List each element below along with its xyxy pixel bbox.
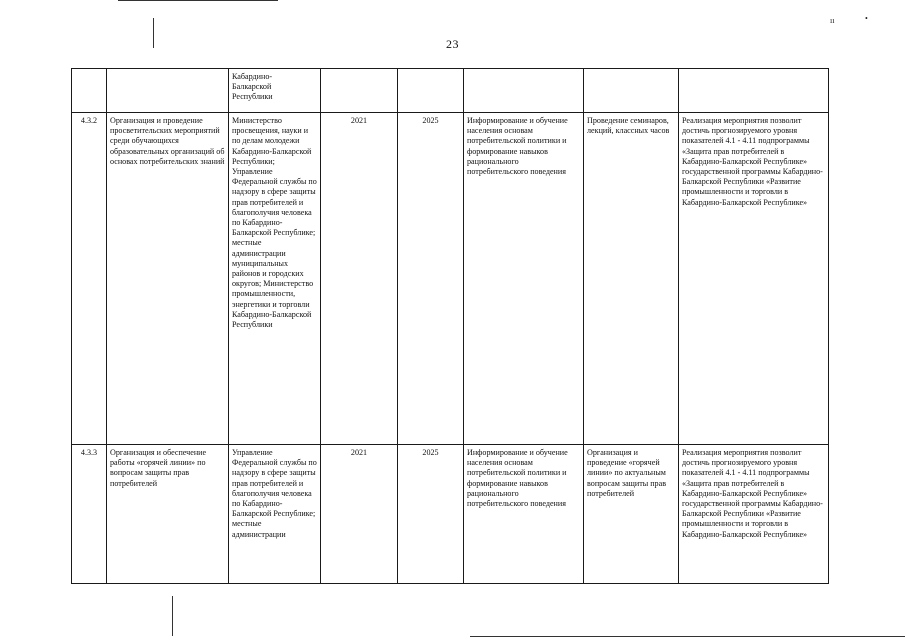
cell-number: 4.3.3	[72, 445, 107, 584]
scan-artifact-bottom-line	[470, 636, 905, 637]
scan-artifact-left-mark-lower	[172, 596, 173, 636]
cell-result: Реализация мероприятия позволит достичь прогнозируемого уровня показателей 4.1 - 4.11 подпрограммы «Защита прав потребителей в Кабардино-Балкарской Республике» государственной программы Кабардино-Балкарской Республики «Развитие промышленности и торговли в Кабардино-Балкарской Республике»	[679, 113, 829, 445]
cell-end-year: 2025	[398, 113, 464, 445]
cell-number	[72, 69, 107, 113]
cell-result	[679, 69, 829, 113]
cell-result: Реализация мероприятия позволит достичь прогнозируемого уровня показателей 4.1 - 4.11 подпрограммы «Защита прав потребителей в Кабардино-Балкарской Республике» государственной программы Кабардино-Балкарской Республики «Развитие промышленности и торговли в Кабардино-Балкарской Республике»	[679, 445, 829, 584]
cell-measures: Проведение семинаров, лекций, классных часов	[584, 113, 679, 445]
cell-start-year: 2021	[321, 113, 398, 445]
cell-goal	[464, 69, 584, 113]
cell-start-year: 2021	[321, 445, 398, 584]
cell-name	[107, 69, 229, 113]
cell-number: 4.3.2	[72, 113, 107, 445]
cell-start-year	[321, 69, 398, 113]
table-row	[72, 69, 829, 113]
cell-end-year: 2025	[398, 445, 464, 584]
cell-end-year	[398, 69, 464, 113]
scan-artifact-dot-right: •	[865, 14, 868, 23]
cell-executors: Министерство просвещения, науки и по делам молодежи Кабардино-Балкарской Республики; Управление Федеральной службы по надзору в сфере защиты прав потребителей и благополучия человека по Кабардино-Балкарской Республике; местные администрации муниципальных районов и городских округов; Министерство промышленности, энергетики и торговли Кабардино-Балкарской Республики	[229, 113, 321, 445]
table-row	[72, 445, 829, 584]
cell-measures	[584, 69, 679, 113]
cell-name: Организация и обеспечение работы «горячей линии» по вопросам защиты прав потребителей	[107, 445, 229, 584]
cell-goal: Информирование и обучение населения основам потребительской политики и формирование навыков рационального потребительского поведения	[464, 445, 584, 584]
scan-artifact-top-line	[118, 0, 278, 1]
cell-executors: Кабардино- Балкарской Республики	[229, 69, 321, 113]
cell-measures: Организация и проведение «горячей линии» по актуальным вопросам защиты прав потребителей	[584, 445, 679, 584]
scan-artifact-tick-right: ıı	[830, 16, 835, 25]
page-number: 23	[446, 37, 459, 51]
cell-executors: Управление Федеральной службы по надзору в сфере защиты прав потребителей и благополучия человека по Кабардино-Балкарской Республике; местные администрации	[229, 445, 321, 584]
cell-name: Организация и проведение просветительских мероприятий среди обучающихся образовательных организаций об основах потребительских знаний	[107, 113, 229, 445]
cell-goal: Информирование и обучение населения основам потребительской политики и формирование навыков рационального потребительского поведения	[464, 113, 584, 445]
table-row	[72, 113, 829, 445]
measures-table	[71, 68, 829, 584]
